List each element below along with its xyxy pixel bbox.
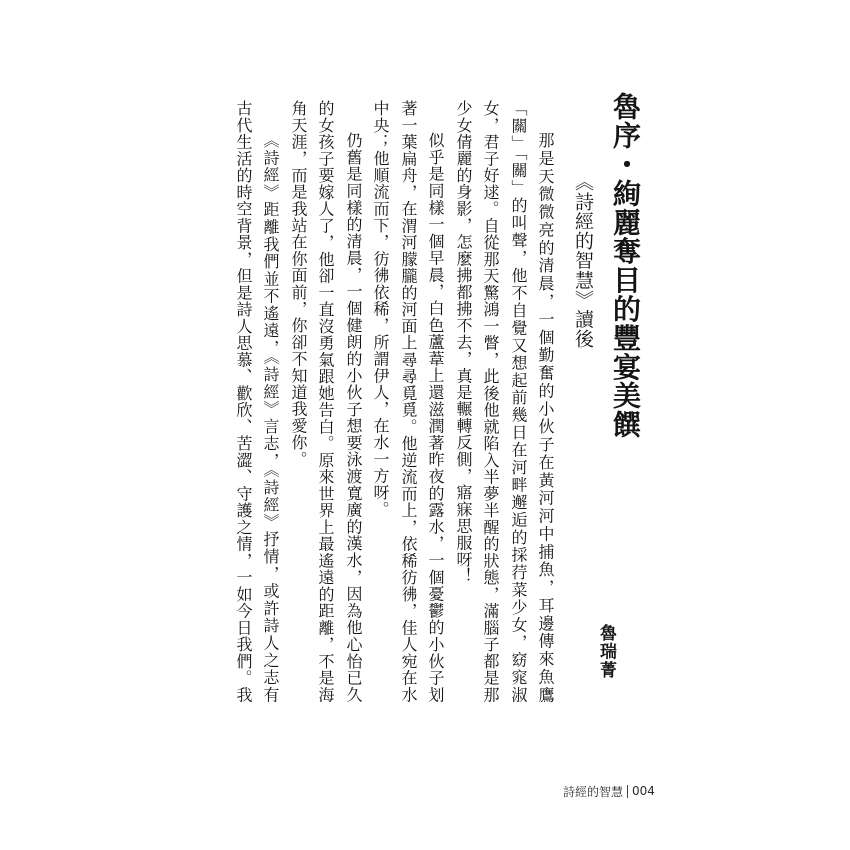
- text-column: 那是天微微亮的清晨，一個勤奮的小伙子在黃河河中捕魚，耳邊傳來魚鷹: [536, 132, 555, 703]
- page-footer: [563, 782, 655, 800]
- text-column: 「關」「關」的叫聲，他不自覺又想起前幾日在河畔邂逅的採荇菜少女，窈窕淑: [509, 100, 528, 703]
- text-column: 古代生活的時空背景，但是詩人思慕、歡欣、苦澀、守護之情，一如今日我們。我: [234, 100, 253, 703]
- chapter-subtitle: 《詩經的智慧》讀後: [572, 172, 594, 348]
- text-column: 的女孩子要嫁人了，他卻一直沒勇氣跟她告白。原來世界上最遙遠的距離，不是海: [316, 100, 335, 703]
- text-column: 仍舊是同樣的清晨，一個健朗的小伙子想要泳渡寬廣的漢水，因為他心怡已久: [344, 132, 363, 703]
- running-title: 詩經的智慧: [563, 784, 624, 799]
- text-column: 女，君子好逑。自從那天驚鴻一瞥，此後他就陷入半夢半醒的狀態，滿腦子都是那: [481, 100, 500, 703]
- text-column: 似乎是同樣一個早晨，白色蘆葦上還滋潤著昨夜的露水，一個憂鬱的小伙子划: [426, 132, 445, 703]
- text-column: 中央；他順流而下，彷彿依稀，所謂伊人，在水一方呀。: [371, 100, 390, 518]
- chapter-title: 魯序・絢麗奪目的豐宴美饌: [609, 92, 642, 438]
- page-number: 004: [632, 784, 655, 798]
- text-column: 著一葉扁舟，在渭河朦朧的河面上尋尋覓覓。他逆流而上，依稀彷彿，佳人宛在水: [399, 100, 418, 703]
- text-column: 角天涯，而是我站在你面前，你卻不知道我愛你。: [289, 100, 308, 468]
- author-name: 魯瑞菁: [596, 624, 616, 680]
- text-column: 少女倩麗的身影，怎麼拂都拂不去，真是輾轉反側，寤寐思服呀！: [454, 100, 473, 585]
- text-column: 《詩經》距離我們並不遙遠，《詩經》言志，《詩經》抒情，或許詩人之志有: [261, 132, 280, 703]
- footer-divider: [627, 785, 628, 798]
